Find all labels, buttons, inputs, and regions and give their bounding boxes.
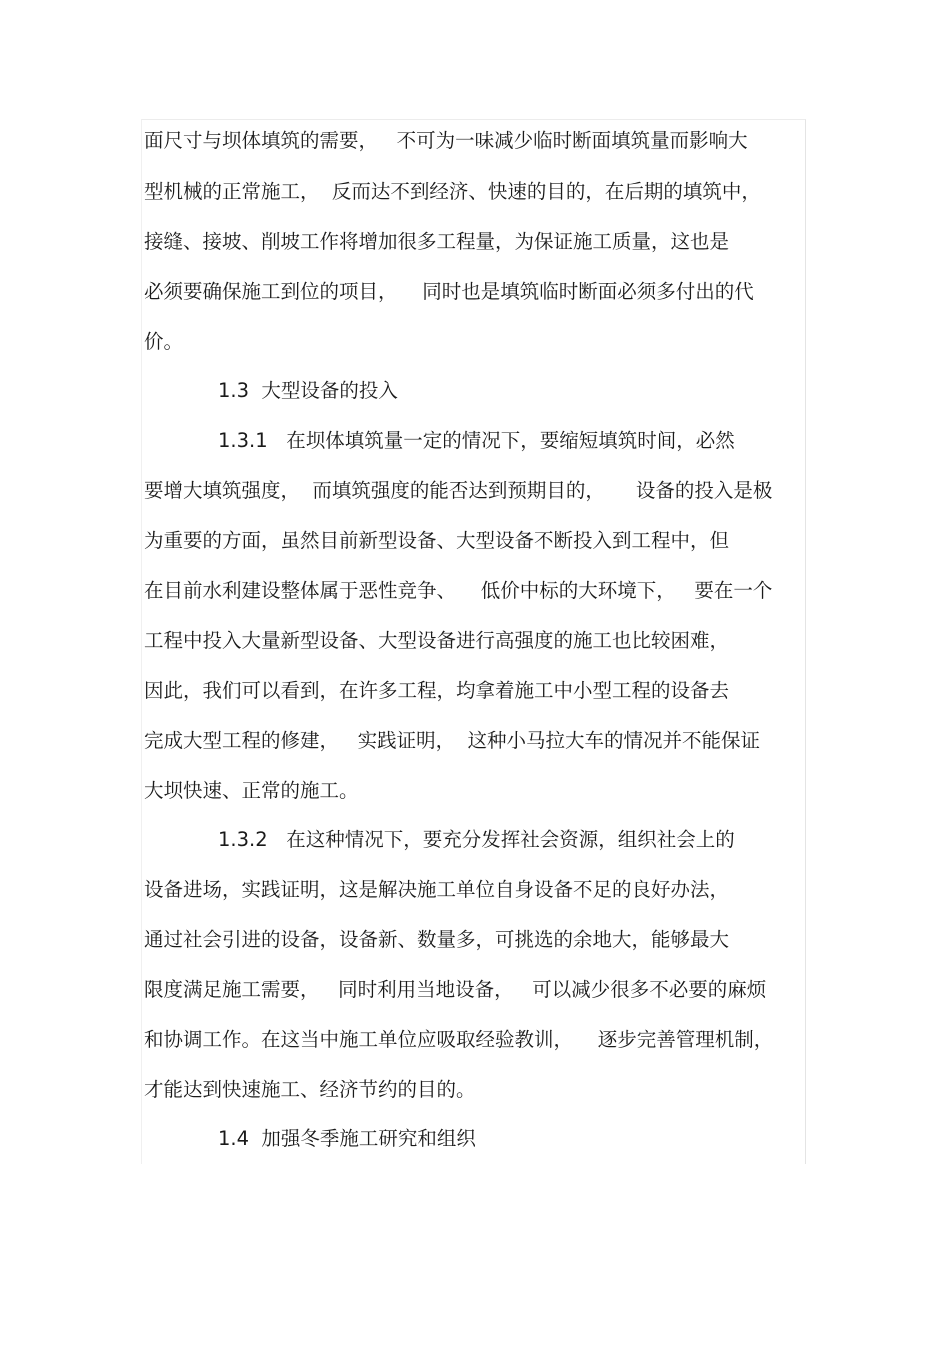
body-text-line: 才能达到快速施工、经济节约的目的。 [144, 1078, 476, 1101]
body-text-line: 要增大填筑强度， 而填筑强度的能否达到预期目的， 设备的投入是极 [144, 479, 773, 502]
body-text-line: 工程中投入大量新型设备、大型设备进行高强度的施工也比较困难， [144, 629, 730, 652]
body-text-line: 因此，我们可以看到，在许多工程，均拿着施工中小型工程的设备去 [144, 679, 730, 702]
section-heading-1-3: 1.3 大型设备的投入 [218, 379, 398, 402]
body-text-line: 大坝快速、正常的施工。 [144, 779, 359, 802]
subsection-1-3-1-first-line: 1.3.1 在坝体填筑量一定的情况下，要缩短填筑时间，必然 [218, 429, 735, 452]
body-text-line: 设备进场，实践证明，这是解决施工单位自身设备不足的良好办法， [144, 878, 730, 901]
body-text-line: 通过社会引进的设备，设备新、数量多，可挑选的余地大，能够最大 [144, 928, 730, 951]
body-text-line: 型机械的正常施工， 反而达不到经济、快速的目的，在后期的填筑中， [144, 180, 761, 203]
section-heading-1-4: 1.4 加强冬季施工研究和组织 [218, 1127, 476, 1150]
body-text-line: 在目前水利建设整体属于恶性竞争、 低价中标的大环境下， 要在一个 [144, 579, 773, 602]
subsection-1-3-2-first-line: 1.3.2 在这种情况下，要充分发挥社会资源，组织社会上的 [218, 828, 735, 851]
body-text-line: 必须要确保施工到位的项目， 同时也是填筑临时断面必须多付出的代 [144, 280, 754, 303]
body-text-line: 面尺寸与坝体填筑的需要， 不可为一味减少临时断面填筑量而影响大 [144, 129, 748, 152]
body-text-line: 接缝、接坡、削坡工作将增加很多工程量，为保证施工质量，这也是 [144, 230, 730, 253]
body-text-line: 完成大型工程的修建， 实践证明， 这种小马拉大车的情况并不能保证 [144, 729, 760, 752]
body-text-line: 和协调工作。在这当中施工单位应吸取经验教训， 逐步完善管理机制， [144, 1028, 774, 1051]
body-text-line: 价。 [144, 330, 184, 353]
body-text-line: 为重要的方面，虽然目前新型设备、大型设备不断投入到工程中，但 [144, 529, 730, 552]
body-text-line: 限度满足施工需要， 同时利用当地设备， 可以减少很多不必要的麻烦 [144, 978, 767, 1001]
